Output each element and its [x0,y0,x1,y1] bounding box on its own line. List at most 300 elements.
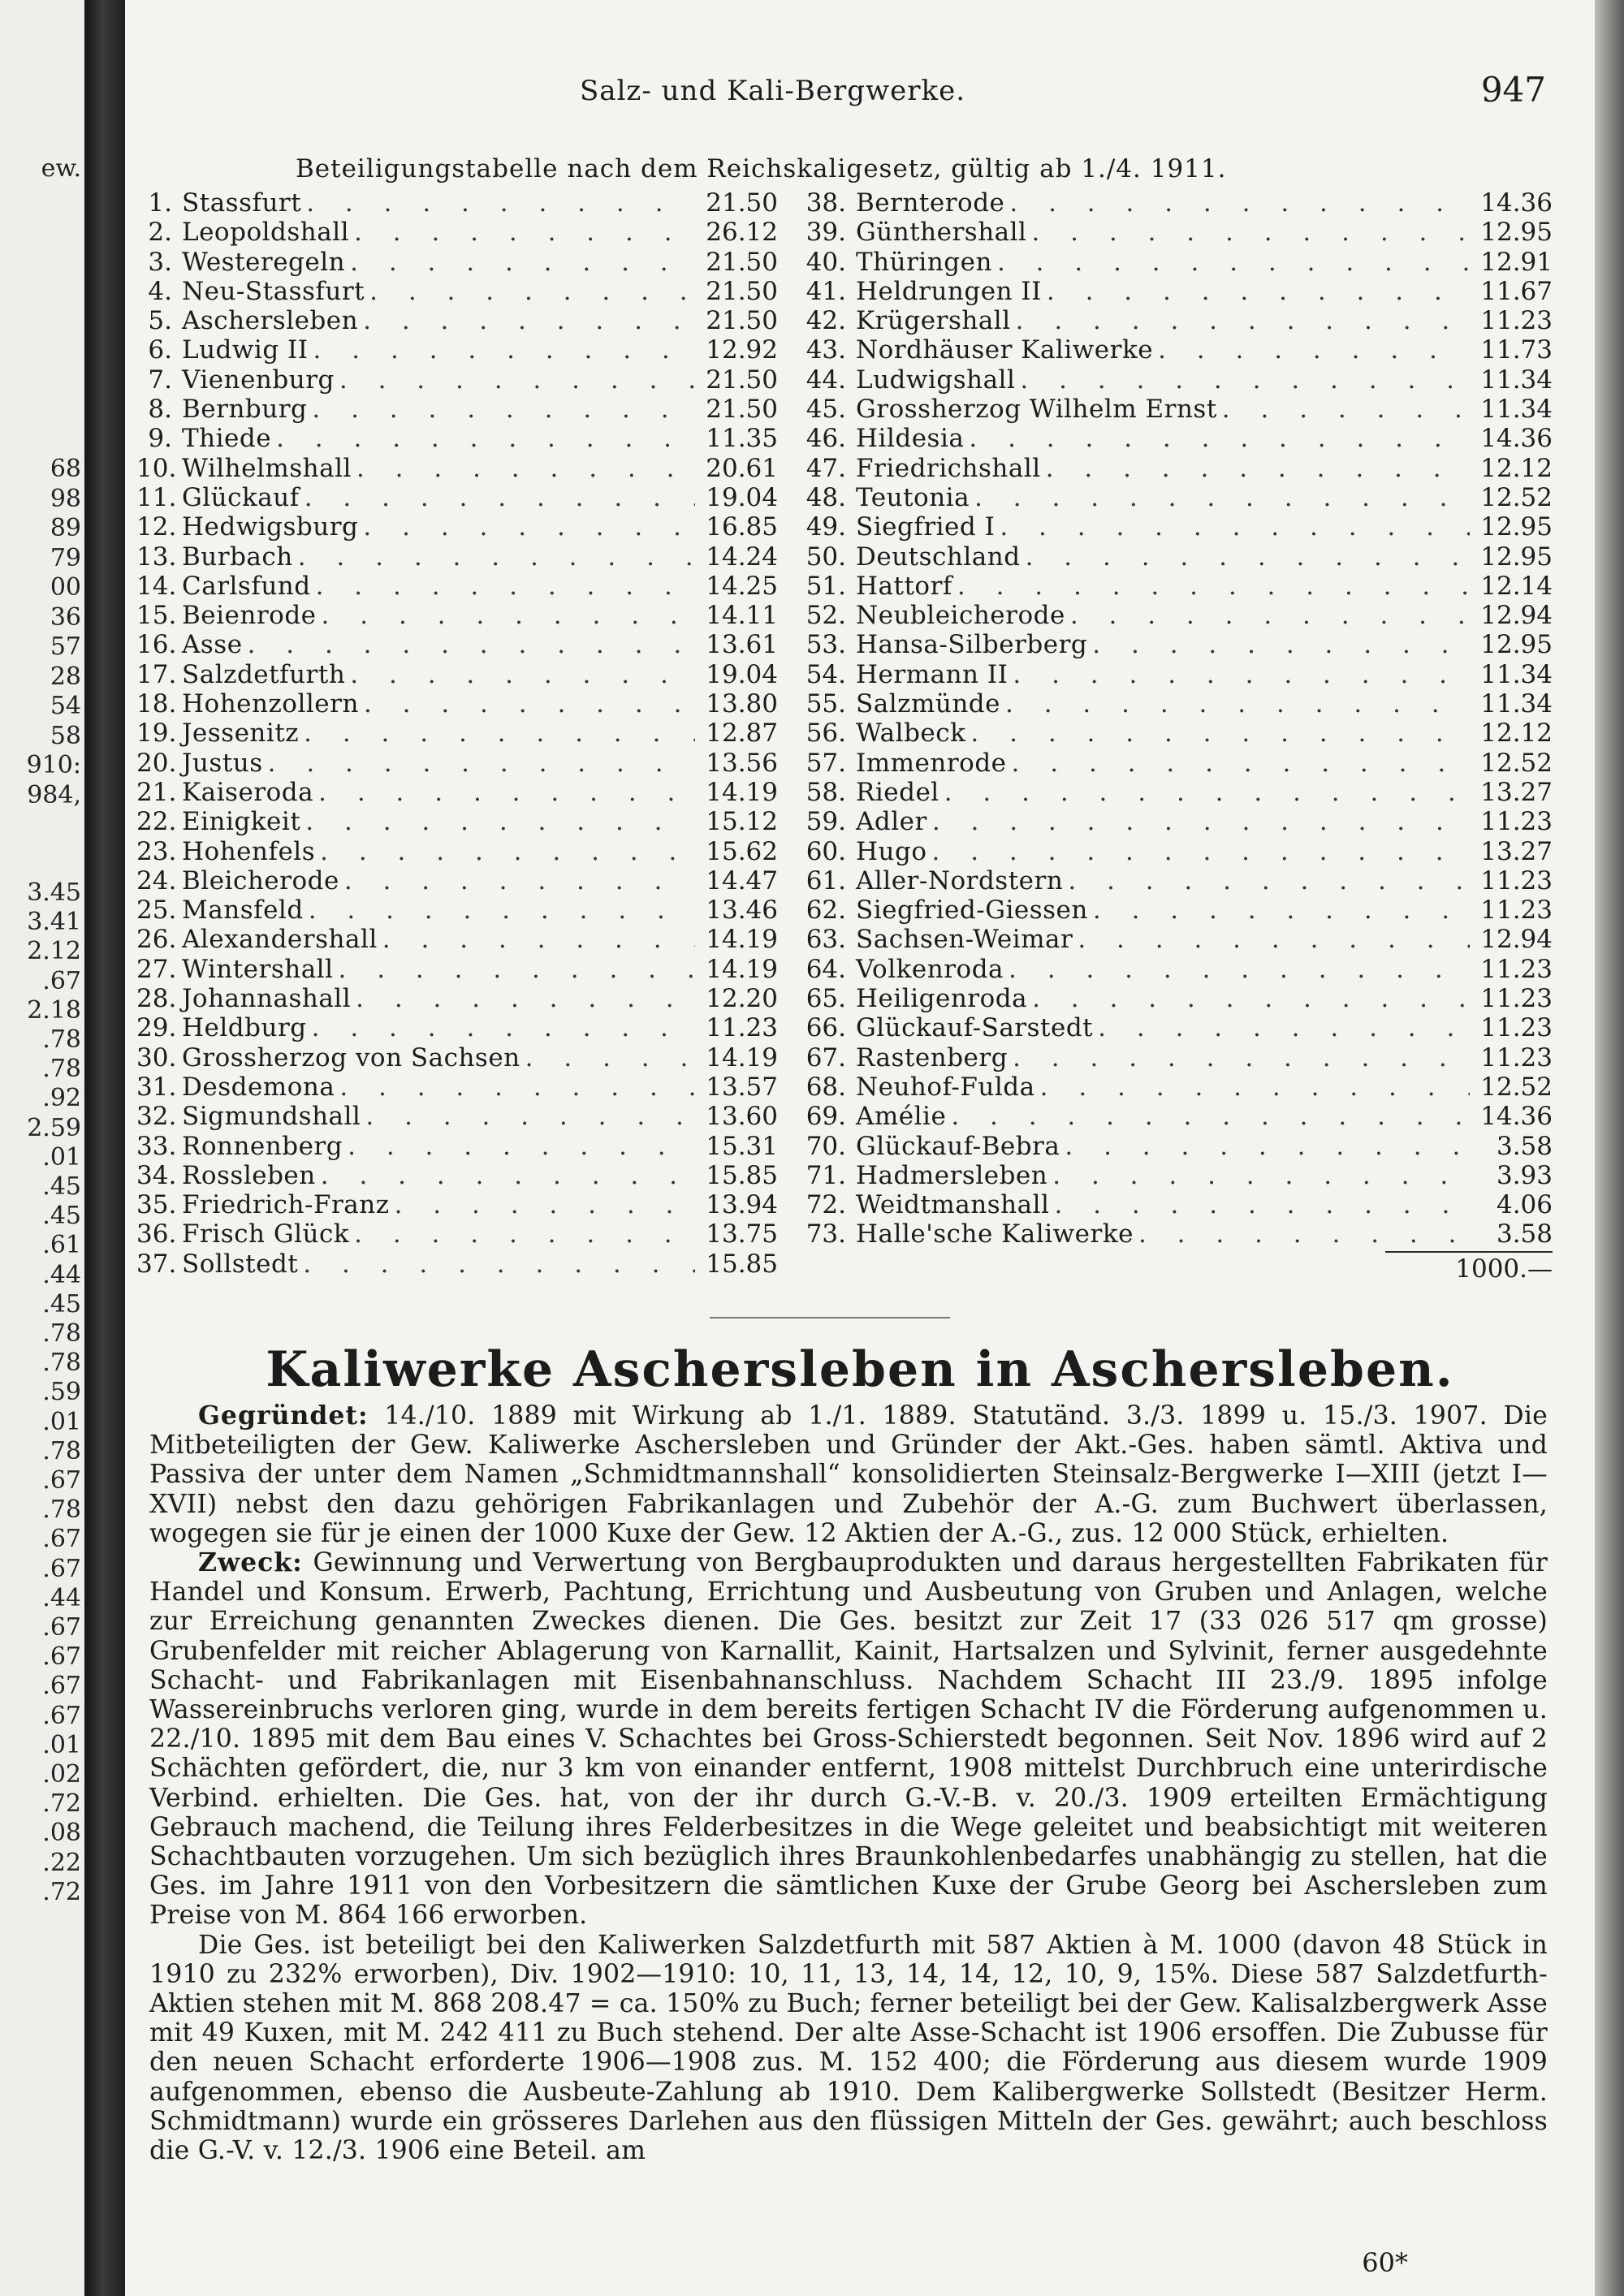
row-name: Hadmersleben [856,1160,1048,1190]
row-name: Günthershall [856,218,1027,248]
dot-leader [1158,335,1470,365]
table-row [796,542,1553,572]
dot-leader [268,749,695,778]
left-fragment-value: 2.59 [27,1113,81,1142]
row-number: 17. [136,659,177,689]
dot-leader [313,335,695,365]
row-name: Hedwigsburg [182,512,359,542]
row-value: 12.95 [1480,512,1553,542]
founded-paragraph [149,1401,1548,1548]
row-number: 68. [806,1072,846,1102]
dot-leader [932,837,1470,866]
dot-leader [1032,984,1470,1013]
dot-leader [970,719,1470,748]
running-title: Salz- und Kali-Bergwerke. [580,75,966,107]
dot-leader [365,1102,695,1131]
table-column-right [796,188,1553,1284]
dot-leader [1078,925,1470,954]
row-number: 1. [148,188,172,218]
dot-leader [318,778,695,807]
dot-leader [322,601,695,630]
dot-leader [1040,1072,1470,1102]
table-row [796,424,1553,453]
book-gutter [84,0,125,2296]
row-number: 35. [136,1190,177,1220]
table-row [136,837,778,866]
row-number: 18. [136,689,177,719]
row-value: 21.50 [706,247,778,277]
table-row [796,749,1553,778]
section-body [149,1401,1548,2165]
table-row [136,1102,778,1131]
table-row [796,719,1553,748]
row-value: 11.23 [1480,954,1553,984]
row-value: 13.61 [706,630,778,660]
left-fragment-value: .78 [42,1025,81,1054]
dot-leader [951,1102,1470,1131]
row-value: 14.36 [1480,424,1553,454]
row-number: 47. [806,453,846,483]
left-fragment-value: .44 [42,1260,81,1289]
table-row [136,1249,778,1279]
left-fragment-value: .61 [42,1231,81,1260]
row-value: 13.46 [706,896,778,926]
dot-leader [304,719,695,748]
row-number: 20. [136,748,177,778]
row-number: 43. [806,335,846,365]
purpose-text: Gewinnung und Verwertung von Bergbauprodukten und daraus hergestellten Fabrikaten für Handel und Konsum. Erwerb, Pachtung, Errichtung und Ausbeutung von Gruben und Anlagen, welche zur Erreichung genannten Zweckes dienen. Die Ges. besitzt zur Zeit 17 (33 026 517 qm grosse) Grubenfelder mit reicher Ablagerung von Karnallit, Kainit, Hartsalzen und Sylvinit, ferner ausgedehnte Schacht- und Fabrikanlagen mit Eisenbahnanschluss. Nachdem Schacht III 23./9. 1895 infolge Wassereinbruchs verloren ging, wurde in dem bereits fertigen Schacht IV die Förderung aufgenommen u. 22./10. 1895 mit dem Bau eines V. Schachtes bei Gross-Schierstedt begonnen. Seit Nov. 1896 wird auf 2 Schächten gefördert, die, nur 3 km von einander entfernt, 1908 mittelst Durchbruch eine unterirdische Verbind. erhielten. Die Ges. hat, von der ihr durch G.-V.-B. v. 20./3. 1909 erteilten Ermächtigung Gebrauch machend, die Teilung ihres Felderbesitzes in die Wege geleitet und beabsichtigt mit weiteren Schachtbauten vorzugehen. Um sich bezüglich ihres Braunkohlenbedarfes unabhängig zu stellen, hat die Ges. im Jahre 1911 von den Vorbesitzern die sämtlichen Kuxe der Grube Georg bei Aschersleben zum Preise von M. 864 166 erworben. [149,1548,1548,1931]
row-number: 49. [806,512,846,542]
table-row [136,454,778,483]
row-name: Ludwigshall [856,365,1016,395]
dot-leader [320,837,695,866]
row-value: 11.23 [1480,896,1553,926]
row-name: Salzdetfurth [182,659,346,689]
row-name: Deutschland [856,542,1021,572]
row-name: Volkenroda [856,954,1004,984]
row-value: 11.23 [1480,865,1553,896]
row-number: 24. [136,865,177,896]
table-row [796,248,1553,277]
dot-leader [1026,542,1470,572]
row-value: 11.34 [1480,659,1553,689]
founded-label: Gegründet: [198,1400,369,1431]
row-name: Grossherzog von Sachsen [182,1042,520,1072]
row-value: 13.75 [706,1219,778,1249]
row-number: 2. [148,218,172,248]
table-row [796,837,1553,866]
row-name: Justus [182,748,263,778]
dot-leader [1047,277,1470,306]
dot-leader [1005,689,1470,719]
row-number: 32. [136,1102,177,1132]
table-row [796,218,1553,247]
table-row [796,1043,1553,1072]
row-number: 66. [806,1013,846,1043]
table-row [796,955,1553,984]
dot-leader [1138,1219,1470,1249]
row-name: Hermann II [856,659,1009,689]
left-fragment-value: .22 [42,1848,81,1877]
left-fragment-value: .92 [42,1084,81,1113]
table-row [136,424,778,453]
table-row [796,365,1553,395]
table-row [136,512,778,542]
row-number: 8. [148,395,172,425]
left-fragment-value: 910: [26,751,81,779]
table-row [796,572,1553,601]
table-row [136,984,778,1013]
row-number: 27. [136,954,177,984]
dot-leader [316,572,695,601]
signature-mark: 60* [1362,2247,1408,2278]
row-name: Krügershall [856,306,1011,336]
row-number: 9. [148,424,172,454]
row-number: 55. [806,689,846,719]
dot-leader [348,1132,695,1161]
row-value: 11.34 [1480,365,1553,395]
dot-leader [1065,1132,1470,1161]
row-number: 36. [136,1219,177,1249]
table-row [136,483,778,512]
left-fragment-value: .59 [42,1378,81,1407]
table-row [136,749,778,778]
dot-leader [339,955,695,984]
row-name: Rossleben [182,1160,316,1190]
table-row [796,306,1553,335]
dot-leader [364,689,695,719]
row-number: 39. [806,218,846,248]
row-value: 15.12 [706,807,778,837]
table-row [796,660,1553,689]
page-edge-shadow [1595,0,1624,2296]
row-value: 14.24 [706,542,778,572]
row-value: 14.47 [706,865,778,896]
row-number: 7. [148,365,172,395]
row-name: Burbach [182,542,293,572]
row-name: Asse [182,630,243,660]
left-fragment-value: 984, [27,780,81,809]
row-number: 53. [806,630,846,660]
row-name: Heldrungen II [856,276,1042,306]
section-title: Kaliwerke Aschersleben in Aschersleben. [266,1341,1454,1398]
dot-leader [1068,866,1470,896]
row-number: 14. [136,571,177,601]
dot-leader [369,277,695,306]
dot-leader [1000,512,1470,542]
row-number: 48. [806,482,846,512]
row-number: 13. [136,542,177,572]
dot-leader [350,660,695,689]
row-number: 21. [136,777,177,807]
row-name: Neubleicherode [856,601,1065,631]
row-name: Thüringen [856,247,992,277]
dot-leader [1092,630,1470,659]
row-name: Einigkeit [182,807,301,837]
row-value: 4.06 [1496,1190,1553,1220]
dot-leader [339,1072,695,1102]
row-number: 22. [136,807,177,837]
table-row [796,807,1553,836]
table-row [796,866,1553,896]
dot-leader [356,984,695,1013]
left-fragment-value: 28 [50,662,81,691]
row-number: 10. [136,453,177,483]
section-divider [710,1317,950,1318]
dot-leader [974,483,1470,512]
dot-leader [395,1190,695,1219]
row-value: 11.34 [1480,689,1553,719]
dot-leader [356,454,695,483]
row-value: 13.94 [706,1190,778,1220]
previous-page-edge [0,0,84,2296]
dot-leader [1020,365,1470,395]
table-row [796,1161,1553,1190]
table-row [136,188,778,218]
table-total: 1000.— [1455,1254,1553,1284]
table-row [136,1132,778,1161]
table-row [136,542,778,572]
row-name: Glückauf-Sarstedt [856,1013,1094,1043]
row-value: 12.87 [706,719,778,749]
table-row [136,365,778,395]
row-value: 12.95 [1480,542,1553,572]
dot-leader [1009,955,1470,984]
row-number: 37. [136,1249,177,1279]
left-fragment-value: 2.18 [27,995,81,1025]
table-row [136,218,778,247]
left-fragment-value: 36 [50,602,81,632]
table-row [136,1013,778,1042]
dot-leader [339,365,695,395]
row-number: 46. [806,424,846,454]
row-number: 67. [806,1042,846,1072]
row-name: Sachsen-Weimar [856,925,1073,955]
row-name: Hansa-Silberberg [856,630,1088,660]
dot-leader [1009,188,1470,218]
table-row [796,188,1553,218]
left-fragment-value: 89 [50,514,81,542]
table-row [136,866,778,896]
row-number: 44. [806,365,846,395]
row-number: 59. [806,807,846,837]
row-value: 12.91 [1480,247,1553,277]
row-value: 11.23 [1480,306,1553,336]
row-value: 11.23 [1480,1013,1553,1043]
table-row [796,601,1553,630]
row-value: 11.35 [706,424,778,454]
row-number: 11. [136,482,177,512]
dot-leader [1052,1161,1470,1190]
table-row [796,984,1553,1013]
row-number: 60. [806,836,846,866]
row-name: Halle'sche Kaliwerke [856,1219,1134,1249]
row-value: 19.04 [706,659,778,689]
row-name: Neu-Stassfurt [182,276,365,306]
participation-paragraph: Die Ges. ist beteiligt bei den Kaliwerken Salzdetfurth mit 587 Aktien à M. 1000 (davon 48 Stück in 1910 zu 232% erworben), Div. 1902—1910: 10, 11, 13, 14, 14, 12, 10, 9, 15%. Diese 587 Salzdetfurth-Aktien stehen mit M. 868 208.47 = ca. 150% zu Buch; ferner beteiligt bei der Gew. Kalisalzbergwerk Asse mit 49 Kuxen, mit M. 242 411 zu Buch stehend. Der alte Asse-Schacht ist 1906 ersoffen. Die Zubusse für den neuen Schacht erforderte 1906—1908 zus. M. 152 400; die Förderung aus diesem wurde 1909 aufgenommen, ebenso die Ausbeute-Zahlung ab 1910. Dem Kalibergwerke Sollstedt (Besitzer Herm. Schmidtmann) wurde ein grösseres Darlehen aus den flüssigen Mitteln der Ges. gewährt; auch beschloss die G.-V. v. 12./3. 1906 eine Beteil. am [149,1930,1548,2166]
dot-leader [298,542,695,572]
left-fragment-value: 54 [50,692,81,720]
left-fragment-value: .45 [42,1172,81,1201]
row-value: 21.50 [706,395,778,425]
row-value: 12.14 [1480,571,1553,601]
row-value: 12.94 [1480,925,1553,955]
row-number: 19. [136,719,177,749]
left-fragment-value: 58 [50,721,81,750]
row-value: 12.52 [1480,748,1553,778]
row-name: Nordhäuser Kaliwerke [856,335,1154,365]
table-row [796,1102,1553,1131]
row-value: 20.61 [706,453,778,483]
row-value: 11.34 [1480,395,1553,425]
row-name: Carlsfund [182,571,311,601]
row-name: Stassfurt [182,188,302,218]
row-number: 63. [806,925,846,955]
row-number: 62. [806,896,846,926]
dot-leader [363,306,695,335]
row-value: 16.85 [706,512,778,542]
dot-leader [1046,454,1470,483]
row-value: 13.57 [706,1072,778,1102]
left-fragment-value: .01 [42,1407,81,1436]
row-number: 73. [806,1219,846,1249]
row-name: Hohenzollern [182,689,359,719]
row-value: 21.50 [706,306,778,336]
left-fragment-value: .72 [42,1877,81,1906]
row-name: Mansfeld [182,896,304,926]
dot-leader [1031,218,1470,247]
dot-leader [1054,1190,1470,1219]
table-row [136,660,778,689]
dot-leader [305,807,695,836]
row-number: 61. [806,865,846,896]
dot-leader [354,1219,695,1249]
row-value: 13.60 [706,1102,778,1132]
row-value: 15.85 [706,1160,778,1190]
row-value: 13.27 [1480,777,1553,807]
row-value: 11.23 [1480,807,1553,837]
table-row [796,1132,1553,1161]
table-row [796,512,1553,542]
table-row [136,395,778,424]
left-fragment-value: .78 [42,1436,81,1465]
dot-leader [312,395,695,424]
row-name: Bernterode [856,188,1005,218]
row-value: 12.94 [1480,601,1553,631]
row-name: Ronnenberg [182,1131,343,1161]
row-value: 21.50 [706,276,778,306]
row-number: 16. [136,630,177,660]
row-value: 14.36 [1480,1102,1553,1132]
row-name: Aller-Nordstern [856,865,1064,896]
row-name: Desdemona [182,1072,335,1102]
dot-leader [957,572,1470,601]
row-value: 15.62 [706,836,778,866]
row-value: 12.12 [1480,453,1553,483]
table-row [136,955,778,984]
dot-leader [997,248,1470,277]
row-value: 21.50 [706,188,778,218]
row-name: Neuhof-Fulda [856,1072,1035,1102]
row-number: 28. [136,984,177,1014]
row-name: Leopoldshall [182,218,350,248]
row-number: 70. [806,1131,846,1161]
dot-leader [344,866,695,896]
page-number: 947 [1480,70,1546,110]
row-name: Bernburg [182,395,308,425]
table-row [796,778,1553,807]
table-row [796,277,1553,306]
row-name: Rastenberg [856,1042,1009,1072]
dot-leader [309,896,695,925]
dot-leader [1070,601,1470,630]
purpose-paragraph [149,1548,1548,1931]
dot-leader [1013,1043,1470,1072]
left-fragment-value: 68 [50,455,81,483]
table-row [796,1013,1553,1042]
dot-leader [1093,896,1470,925]
row-number: 34. [136,1160,177,1190]
row-name: Glückauf-Bebra [856,1131,1060,1161]
table-row [136,1219,778,1249]
row-number: 54. [806,659,846,689]
table-row [796,630,1553,659]
dot-leader [363,512,695,542]
row-number: 12. [136,512,177,542]
row-number: 30. [136,1042,177,1072]
running-head [125,70,1595,115]
left-fragment-value: .78 [42,1349,81,1378]
table-row [136,896,778,925]
left-fragment-value: .67 [42,1613,81,1642]
row-name: Siegfried-Giessen [856,896,1088,926]
row-name: Aschersleben [182,306,359,336]
table-row [796,335,1553,365]
row-name: Weidtmanshall [856,1190,1050,1220]
row-number: 15. [136,601,177,631]
left-fragment-value: .78 [42,1319,81,1348]
row-number: 64. [806,954,846,984]
row-name: Walbeck [856,719,966,749]
row-name: Hugo [856,836,927,866]
row-value: 14.25 [706,571,778,601]
table-row [136,277,778,306]
row-name: Westeregeln [182,247,346,277]
left-fragment-value: .67 [42,1701,81,1730]
table-row [136,306,778,335]
row-value: 26.12 [706,218,778,248]
row-value: 12.92 [706,335,778,365]
row-value: 11.23 [1480,984,1553,1014]
dot-leader [1013,660,1470,689]
left-fragment-value: .45 [42,1202,81,1231]
row-value: 12.95 [1480,218,1553,248]
table-row [796,1219,1553,1249]
table-row [136,1161,778,1190]
row-value: 14.11 [706,601,778,631]
row-name: Heiligenroda [856,984,1028,1014]
row-value: 14.19 [706,925,778,955]
left-fragment-value: .67 [42,1672,81,1701]
row-number: 6. [148,335,172,365]
dot-leader [248,630,695,659]
row-name: Friedrichshall [856,453,1041,483]
row-name: Siegfried I [856,512,996,542]
row-number: 40. [806,247,846,277]
row-name: Sollstedt [182,1249,299,1279]
table-row [796,1072,1553,1102]
table-row [136,689,778,719]
